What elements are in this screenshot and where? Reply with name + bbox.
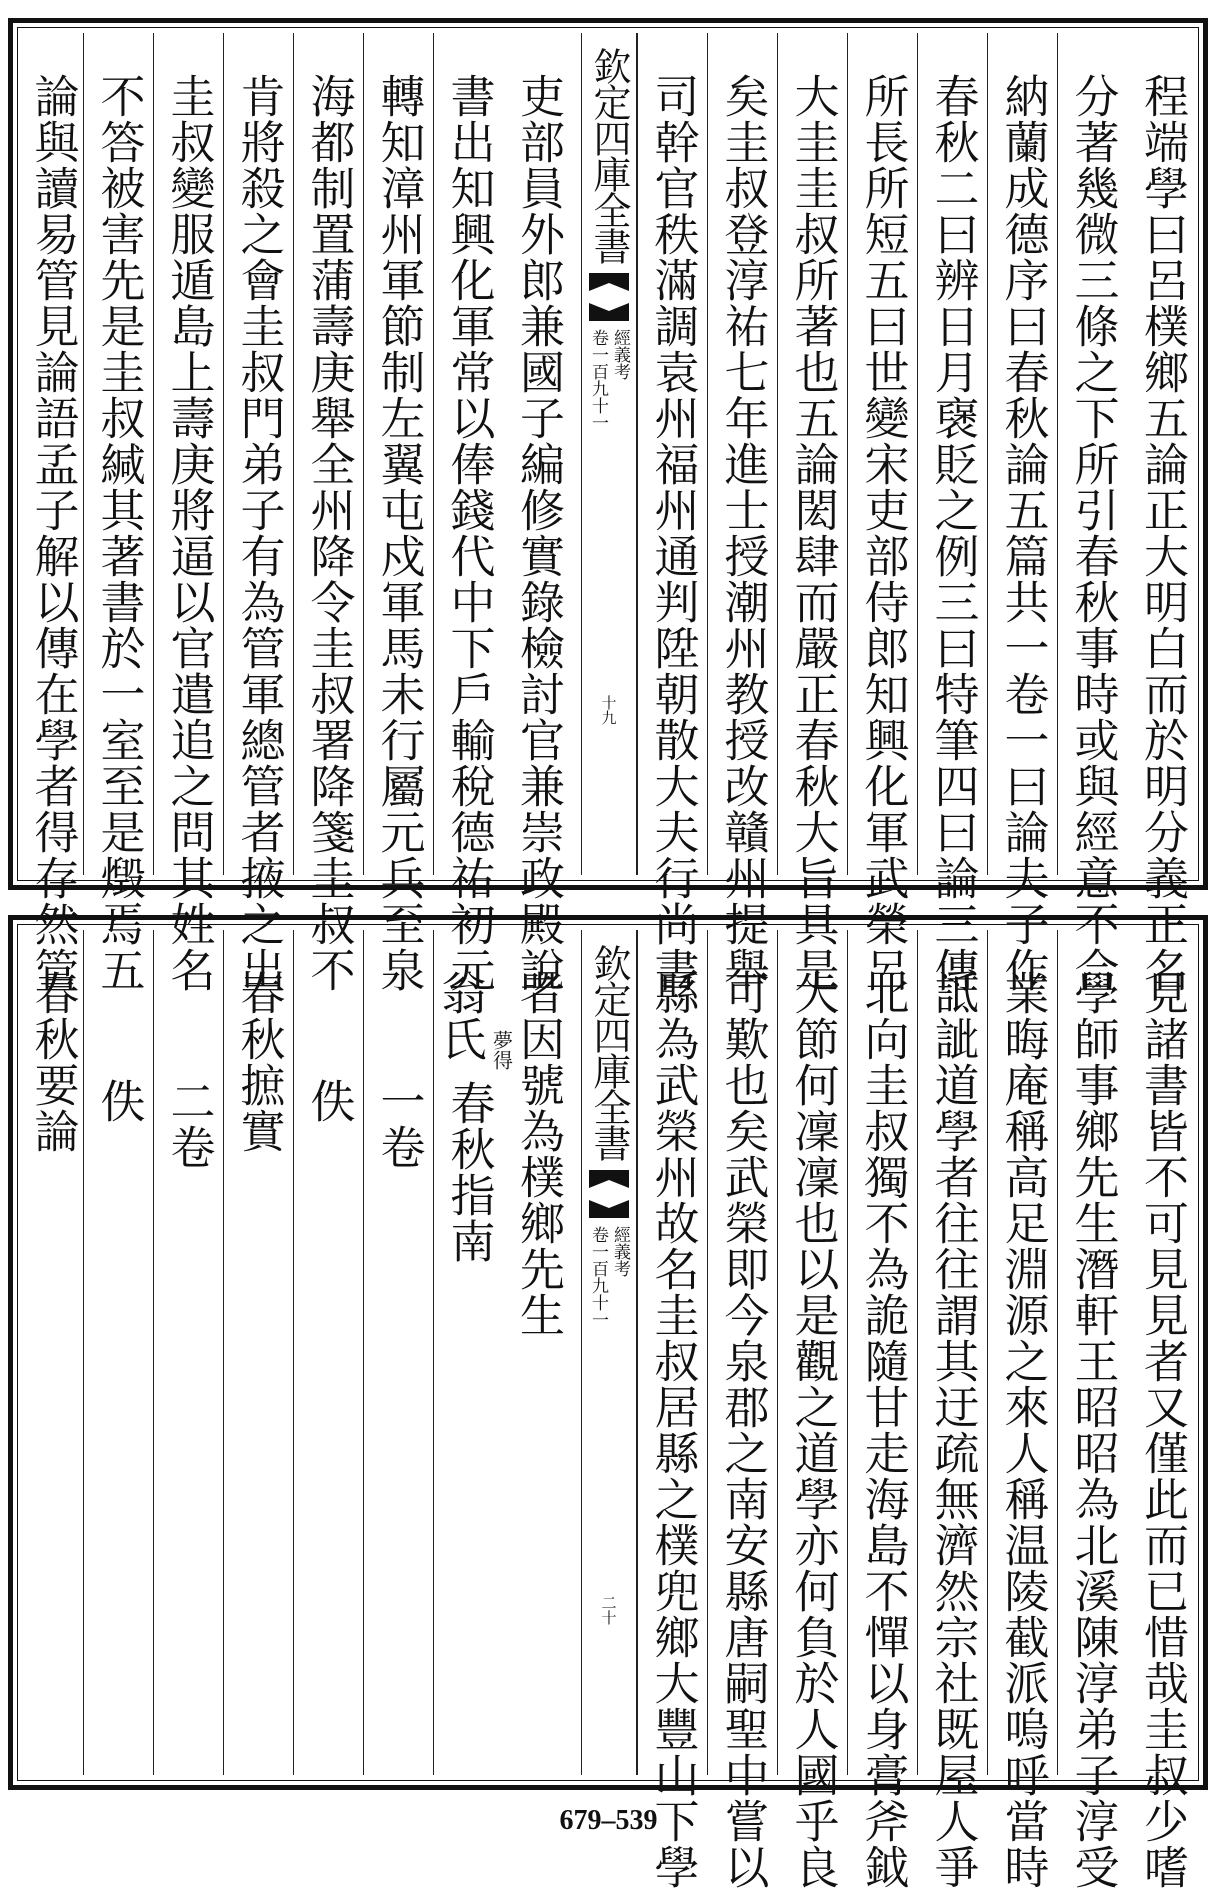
- column-text: 肯將殺之會圭叔門弟子有為管軍總管者掖之出: [232, 73, 286, 993]
- fish-tail-mark-icon: [587, 273, 631, 321]
- text-column: [223, 930, 293, 1775]
- text-column: [1057, 33, 1127, 993]
- text-column: [293, 33, 363, 993]
- text-column: [1127, 930, 1197, 1890]
- text-column: [777, 33, 847, 993]
- column-text: 吏部員外郎兼國子編修實錄檢討官兼崇政殿說: [512, 73, 565, 993]
- column-text: 者因號為樸鄉先生: [512, 970, 565, 1338]
- spine-book: 經義考: [610, 329, 630, 380]
- entry-author-note: 夢得: [489, 1030, 514, 1070]
- text-column: [153, 930, 223, 1775]
- entry-author-column: [433, 930, 514, 1775]
- text-column: [83, 33, 153, 993]
- fish-tail-mark-icon: [587, 1170, 631, 1218]
- text-column: [433, 33, 503, 993]
- column-text: 圭叔變服遁島上壽庚將逼以官遣追之問其姓名: [162, 73, 216, 993]
- spine-title: 欽定四庫全書: [587, 944, 631, 1160]
- page-footer-number: 679–539: [559, 1805, 658, 1836]
- center-spine: [581, 930, 637, 1775]
- spine-book: 經義考: [610, 1226, 630, 1277]
- text-column: [987, 33, 1057, 993]
- text-column: [17, 930, 87, 1775]
- column-text: 矣圭叔登淳祐七年進士授潮州教授改贛州提舉: [716, 73, 770, 993]
- column-text: 大節何凜凜也以是觀之道學亦何負於人國乎良: [786, 970, 840, 1890]
- entry-book-title: 春秋摭實: [232, 970, 286, 1154]
- text-column: [363, 930, 433, 1775]
- spine-volume: 卷一百九十一: [588, 1226, 608, 1328]
- column-text: 業晦庵稱高足淵源之來人稱温陵截派嗚呼當時: [996, 970, 1050, 1890]
- text-column: [503, 930, 573, 1775]
- text-column: [1057, 930, 1127, 1890]
- text-column: [637, 33, 707, 993]
- entry-book-title: 春秋指南: [442, 1080, 496, 1264]
- text-column: [17, 33, 87, 993]
- text-column: [847, 33, 917, 993]
- column-text: 大圭圭叔所著也五論閎肆而嚴正春秋大旨具是: [786, 73, 840, 993]
- column-text: 分著幾微三條之下所引春秋事時或與經意不合: [1066, 73, 1120, 993]
- column-text: 見諸書皆不可見見者又僅此而已惜哉圭叔少嗜: [1136, 970, 1189, 1890]
- entry-volumes: 二卷: [162, 1078, 216, 1170]
- column-text: 春秋二曰辨日月襃貶之例三曰特筆四曰論三傳: [926, 73, 980, 993]
- text-column: [707, 930, 777, 1890]
- text-column: [917, 930, 987, 1890]
- text-column: [987, 930, 1057, 1890]
- entry-volumes: 一卷: [372, 1078, 426, 1170]
- text-column: [153, 33, 223, 993]
- text-column: [363, 33, 433, 993]
- text-column: [847, 930, 917, 1890]
- entry-author: 翁氏: [433, 970, 487, 1062]
- column-text: 司幹官秩滿調袁州福州通判陞朝散大夫行尚書: [646, 73, 700, 993]
- text-column: [83, 930, 153, 1775]
- column-text: 論與讀易管見論語孟子解以傳在學者得存然管: [26, 73, 80, 993]
- column-text: 海都制置蒲壽庚舉全州降令圭叔署降箋圭叔不: [302, 73, 356, 993]
- entry-book-title: 春秋要論: [26, 970, 80, 1154]
- column-text: 轉知漳州軍節制左翼屯戍軍馬未行屬元兵至泉: [372, 73, 426, 993]
- column-text: 縣為武榮州故名圭叔居縣之樸兜鄉大豐山下學: [646, 970, 700, 1890]
- text-column: [637, 930, 707, 1890]
- text-column: [707, 33, 777, 993]
- column-text: 詆訿道學者往往謂其迂疏無濟然宗社既屋人爭: [926, 970, 980, 1890]
- spine-title: 欽定四庫全書: [587, 47, 631, 263]
- column-text: 不答被害先是圭叔緘其著書於一室至是燬焉五: [92, 73, 146, 993]
- center-spine: [581, 33, 637, 875]
- spine-volume: 卷一百九十一: [588, 329, 608, 431]
- text-column: [1127, 33, 1197, 993]
- column-text: 納蘭成德序曰春秋論五篇共一卷一曰論夫子作: [996, 73, 1050, 993]
- column-text: 書出知興化軍常以俸錢代中下戶輸稅德祐初元: [442, 73, 496, 993]
- text-column: [223, 33, 293, 993]
- page-number: 二十: [599, 1595, 618, 1625]
- text-column: [503, 33, 573, 993]
- column-text: 學師事鄉先生潛軒王昭昭為北溪陳淳弟子淳受: [1066, 970, 1120, 1890]
- column-text: 所長所短五曰世變宋吏部侍郎知興化軍武榮呂: [856, 73, 910, 993]
- top-page: [8, 18, 1208, 993]
- column-text: 程端學曰呂樸鄉五論正大明白而於明分義正名: [1136, 73, 1189, 993]
- column-text: 可歎也矣武榮即今泉郡之南安縣唐嗣聖中嘗以: [716, 970, 770, 1890]
- text-column: [917, 33, 987, 993]
- entry-status: 佚: [92, 1078, 146, 1124]
- text-column: [293, 930, 363, 1775]
- column-text: 北向圭叔獨不為詭隨甘走海島不憚以身膏斧鉞: [856, 970, 910, 1890]
- text-column: [777, 930, 847, 1890]
- page-number: 十九: [599, 695, 618, 725]
- entry-status: 佚: [302, 1078, 356, 1124]
